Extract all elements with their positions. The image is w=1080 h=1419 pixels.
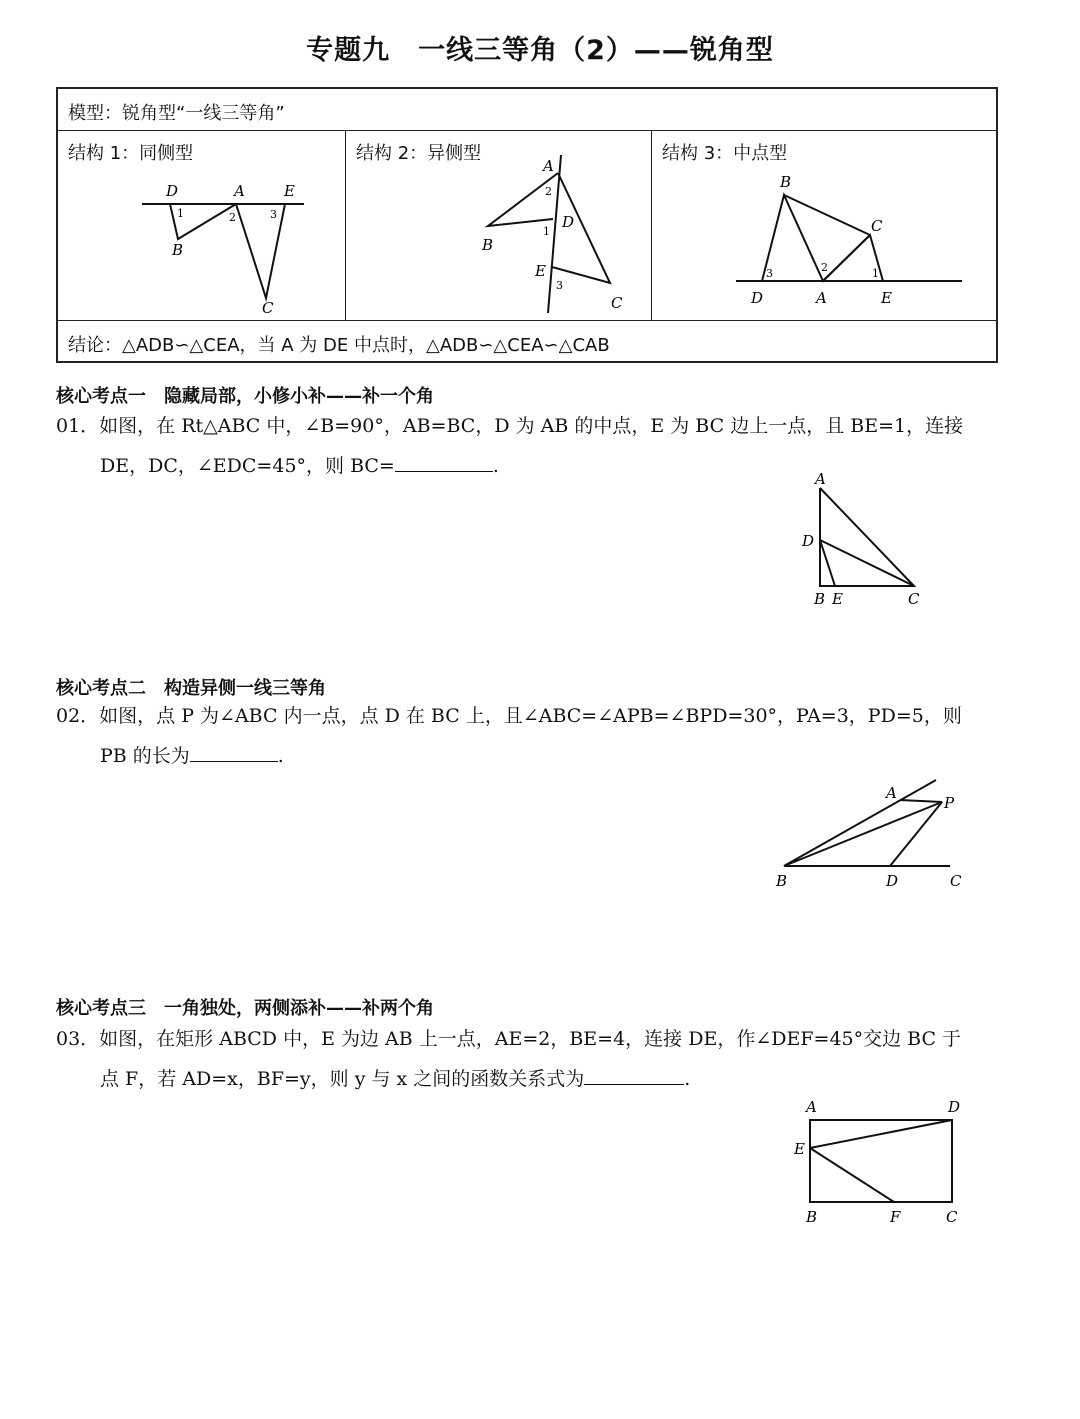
point-c-label: C — [262, 299, 274, 317]
triangle-abd — [488, 173, 558, 226]
model-header-row — [58, 89, 996, 131]
problem-02-line1: 02．如图，点 P 为∠ABC 内一点，点 D 在 BC 上，且∠ABC=∠APB=∠BPD=30°，PA=3，PD=5，则 — [56, 705, 962, 727]
structure-2-cell — [346, 131, 652, 320]
angle-2-label: 2 — [545, 185, 552, 198]
structure-2-label: 结构 2：异侧型 — [356, 143, 482, 164]
point-c-label: C — [611, 294, 623, 312]
triangle-cea — [236, 204, 285, 298]
problem-01-line1: 01．如图，在 Rt△ABC 中，∠B=90°，AB=BC，D 为 AB 的中点，E 为 BC 边上一点，且 BE=1，连接 — [56, 415, 964, 437]
problem-03-end: . — [684, 1068, 691, 1090]
point-c-label: C — [908, 590, 920, 608]
model-conclusion: 结论：△ADB∽△CEA，当 A 为 DE 中点时，△ADB∽△CEA∽△CAB — [68, 335, 610, 356]
segment-ef — [810, 1148, 894, 1202]
problem-02-line2 — [56, 736, 1002, 776]
structure-1-figure — [58, 131, 344, 319]
structure-1-cell — [58, 131, 346, 320]
answer-blank — [190, 741, 278, 762]
triangle-ace — [552, 173, 610, 283]
point-c-label: C — [871, 217, 883, 235]
angle-2-label: 2 — [229, 211, 236, 224]
angle-1-label: 1 — [177, 207, 184, 220]
triangle-abc — [820, 488, 914, 586]
figure-02 — [772, 772, 972, 892]
problem-01-text: DE，DC，∠EDC=45°，则 BC= — [100, 455, 395, 477]
point-d-label: D — [948, 1098, 961, 1116]
point-e-label: E — [284, 182, 295, 200]
structure-3-label: 结构 3：中点型 — [662, 143, 788, 164]
point-b-label: B — [806, 1208, 818, 1226]
page-title: 专题九 一线三等角（2）——锐角型 — [306, 35, 774, 66]
figure-03 — [790, 1094, 980, 1234]
point-d-label: D — [166, 182, 179, 200]
point-a-label: A — [886, 784, 897, 802]
angle-1-label: 1 — [543, 225, 550, 238]
model-table — [56, 87, 998, 363]
point-e-label: E — [832, 590, 843, 608]
point-d-label: D — [886, 872, 899, 890]
point-d-label: D — [802, 532, 815, 550]
point-b-label: B — [776, 872, 788, 890]
section-1-heading: 核心考点一 隐藏局部，小修小补——补一个角 — [56, 386, 434, 407]
point-a-label: A — [816, 289, 827, 307]
point-c-label: C — [946, 1208, 958, 1226]
segment-ed — [810, 1120, 952, 1148]
answer-blank — [584, 1064, 684, 1085]
angle-3-label: 3 — [556, 279, 563, 292]
point-b-label: B — [780, 173, 792, 191]
model-figures-row — [58, 131, 996, 321]
structure-1-label: 结构 1：同侧型 — [68, 143, 194, 164]
ray-ba — [784, 780, 936, 866]
point-d-label: D — [562, 213, 575, 231]
point-a-label: A — [234, 182, 245, 200]
polyline-apb — [784, 800, 942, 866]
angle-3-label: 3 — [766, 267, 773, 280]
point-e-label: E — [881, 289, 892, 307]
figure-01 — [790, 466, 930, 616]
section-2-heading: 核心考点二 构造异侧一线三等角 — [56, 678, 326, 699]
section-3-heading: 核心考点三 一角独处，两侧添补——补两个角 — [56, 998, 434, 1019]
angle-1-label: 1 — [872, 267, 879, 280]
model-header: 模型：锐角型“一线三等角” — [68, 103, 285, 124]
angle-3-label: 3 — [270, 208, 277, 221]
problem-03 — [56, 1019, 1002, 1099]
problem-02-text: PB 的长为 — [100, 745, 190, 767]
problem-01-end: . — [492, 455, 499, 477]
point-c-label: C — [950, 872, 962, 890]
answer-blank — [395, 451, 493, 472]
problem-03-line2 — [56, 1059, 1002, 1099]
point-f-label: F — [890, 1208, 901, 1226]
model-conclusion-row — [58, 321, 996, 363]
point-b-label: B — [482, 236, 494, 254]
problem-03-line1: 03．如图，在矩形 ABCD 中，E 为边 AB 上一点，AE=2，BE=4，连接 DE，作∠DEF=45°交边 BC 于 — [56, 1028, 962, 1050]
point-a-label: A — [815, 470, 826, 488]
segment-ac — [823, 235, 870, 281]
point-b-label: B — [172, 241, 184, 259]
angle-2-label: 2 — [821, 261, 828, 274]
structure-3-figure — [652, 131, 994, 319]
problem-02 — [56, 696, 1002, 776]
point-e-label: E — [794, 1140, 805, 1158]
point-p-label: P — [944, 794, 955, 812]
structure-3-cell — [652, 131, 996, 320]
point-d-label: D — [751, 289, 764, 307]
point-e-label: E — [535, 262, 546, 280]
segment-bc — [784, 195, 870, 235]
problem-02-end: . — [277, 745, 284, 767]
point-a-label: A — [543, 157, 554, 175]
point-b-label: B — [814, 590, 826, 608]
point-a-label: A — [806, 1098, 817, 1116]
problem-03-text: 点 F，若 AD=x，BF=y，则 y 与 x 之间的函数关系式为 — [100, 1068, 585, 1090]
segment-dc — [820, 540, 914, 586]
structure-2-figure — [346, 131, 650, 319]
